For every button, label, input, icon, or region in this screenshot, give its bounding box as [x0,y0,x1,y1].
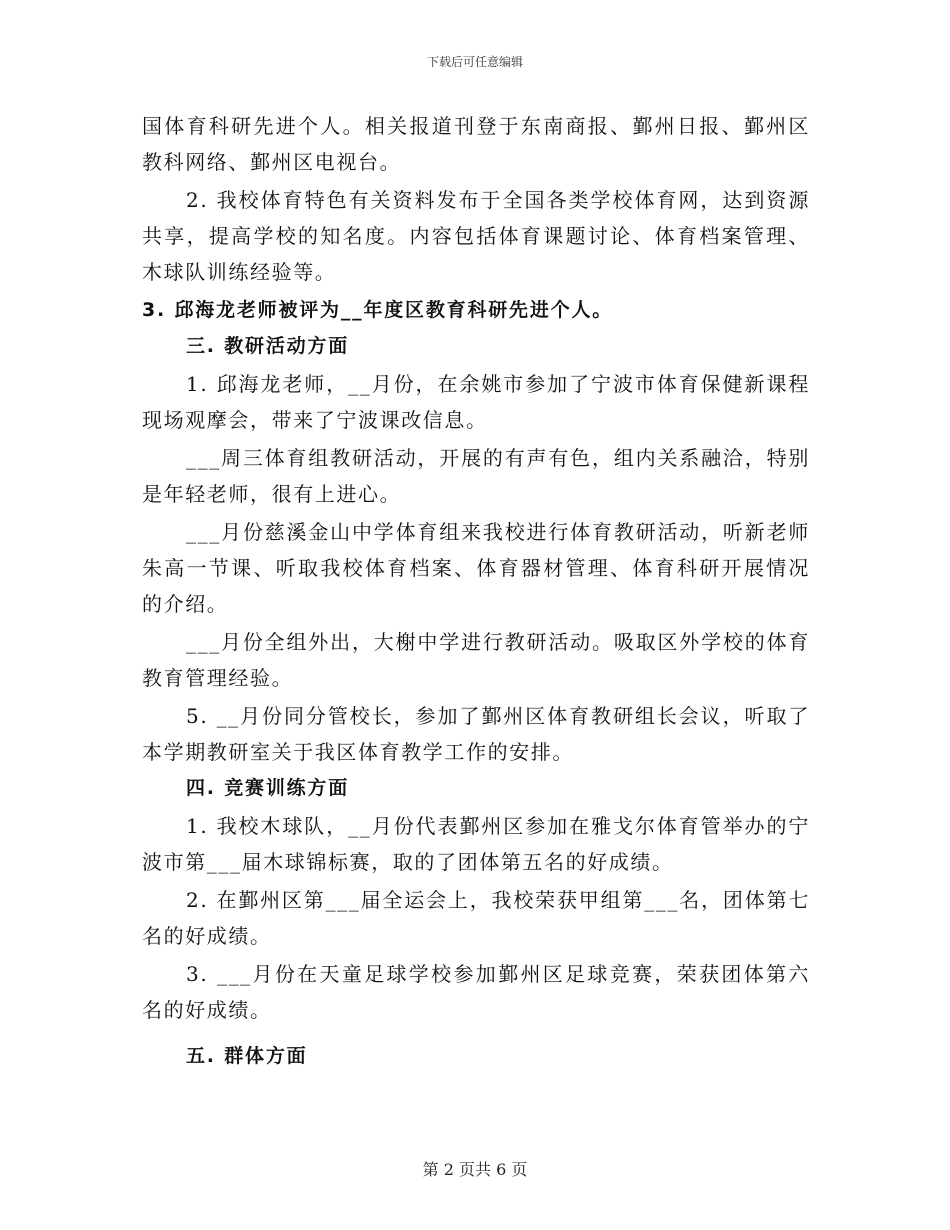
document-body [142,108,810,1074]
list-item: ___月份慈溪金山中学体育组来我校进行体育教研活动，听新老师朱高一节课、听取我校体育档案、体育器材管理、体育科研开展情况的介绍。 [142,520,810,616]
bold-list-item: 3. 邱海龙老师被评为__年度区教育科研先进个人。 [142,299,614,321]
section-heading: 四. 竞赛训练方面 [186,777,350,799]
paragraph-continuation: 国体育科研先进个人。相关报道刊登于东南商报、鄞州日报、鄞州区教科网络、鄞州区电视台。 [142,114,810,174]
list-item: 5. __月份同分管校长，参加了鄞州区体育教研组长会议，听取了本学期教研室关于我区体育教学工作的安排。 [142,704,810,764]
list-item: 1. 我校木球队，__月份代表鄞州区参加在雅戈尔体育管举办的宁波市第___届木球锦标赛，取的了团体第五名的好成绩。 [142,814,810,874]
section-heading: 三. 教研活动方面 [186,335,350,357]
list-item: 1. 邱海龙老师，__月份，在余姚市参加了宁波市体育保健新课程现场观摩会，带来了宁波课改信息。 [142,372,810,432]
page-footer: 第 2 页共 6 页 [422,1160,528,1179]
list-item: 2. 在鄞州区第___届全运会上，我校荣获甲组第___名，团体第七名的好成绩。 [142,888,810,948]
list-item: 2. 我校体育特色有关资料发布于全国各类学校体育网，达到资源共享，提高学校的知名度。内容包括体育课题讨论、体育档案管理、木球队训练经验等。 [142,188,810,284]
list-item: ___月份全组外出，大榭中学进行教研活动。吸取区外学校的体育教育管理经验。 [142,630,810,690]
section-heading: 五. 群体方面 [186,1045,308,1067]
list-item: 3. ___月份在天童足球学校参加鄞州区足球竞赛，荣获团体第六名的好成绩。 [142,962,810,1022]
list-item: ___周三体育组教研活动，开展的有声有色，组内关系融洽，特别是年轻老师，很有上进心。 [142,446,810,506]
page-header: 下载后可任意编辑 [426,55,523,69]
